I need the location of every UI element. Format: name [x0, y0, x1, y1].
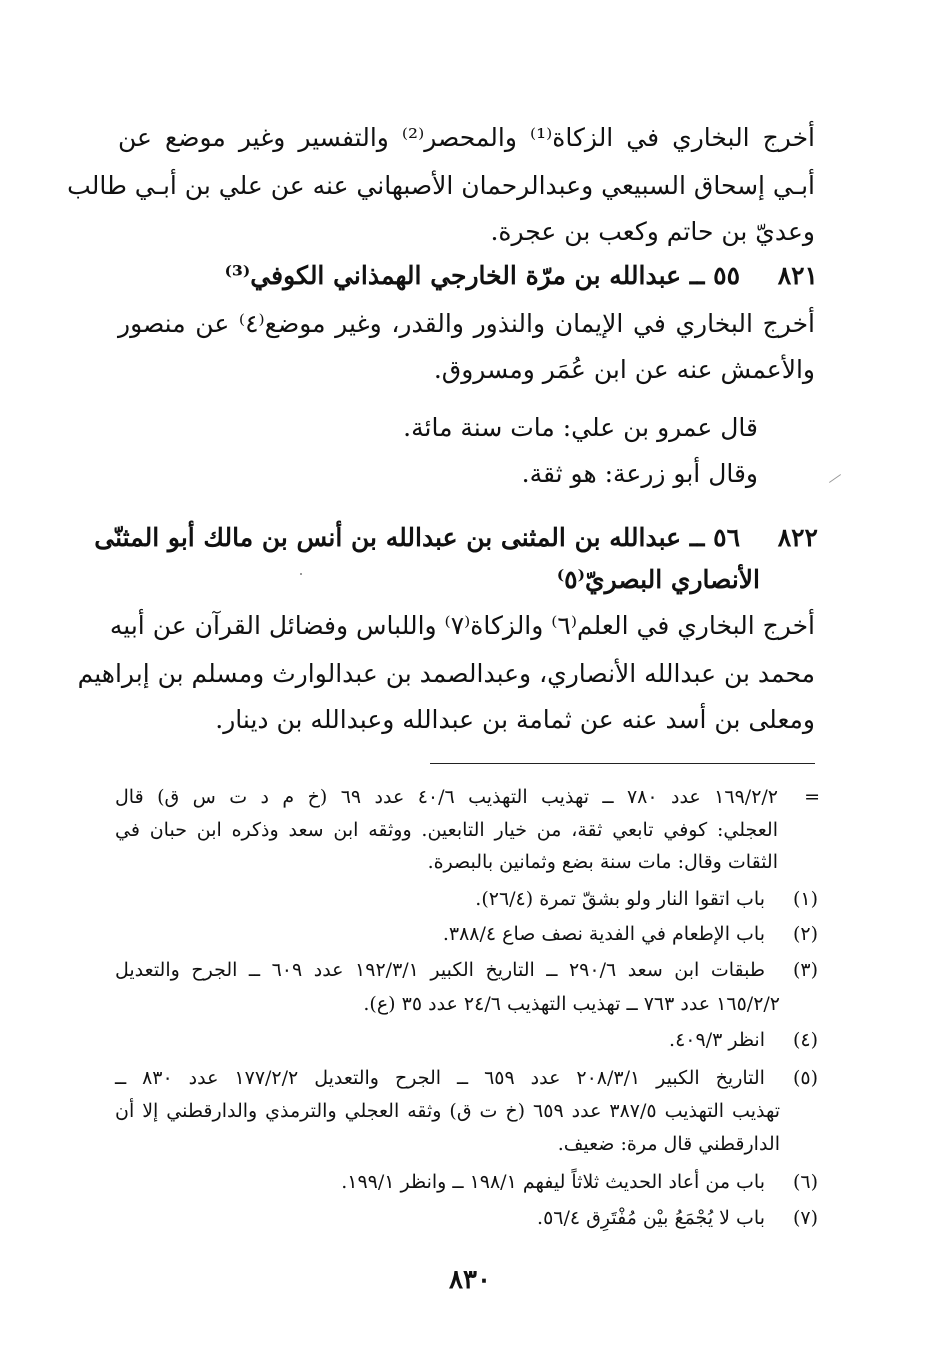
footnote-number: (٤) [792, 1029, 818, 1051]
footnote-number: (٢) [792, 923, 818, 945]
footnote-line: ١٦٩/٢/٢ عدد ٧٨٠ ــ تهذيب التهذيب ٤٠/٦ عدد ٦٩ (خ م د ت س ق) قال [115, 786, 778, 808]
body-line: أخرج البخاري في الزكاة⁽¹⁾ والمحصر⁽²⁾ والتفسير وغير موضع عن [118, 123, 815, 152]
entry-heading: الأنصاري البصريّ⁽٥⁾ [556, 565, 760, 594]
body-line: ومعلى بن أسد عنه عن ثمامة بن عبدالله وعبدالله بن دينار. [215, 705, 815, 734]
footnote-rule [430, 763, 815, 764]
page-number: ٨٣٠ [449, 1265, 491, 1295]
footnote-number: (٥) [792, 1067, 818, 1089]
footnote-number: (١) [792, 888, 818, 910]
footnote-number: (٣) [792, 959, 818, 981]
entry-heading: ٥٦ ــ عبدالله بن المثنى بن عبدالله بن أنس بن مالك أبو المثنّى [94, 523, 740, 552]
scan-mark [300, 573, 302, 575]
body-line: أخرج البخاري في العلم⁽٦⁾ والزكاة⁽٧⁾ واللباس وفضائل القرآن عن أبيه [109, 611, 815, 640]
footnote-number: (٦) [792, 1171, 818, 1193]
footnote-line: انظر ٤٠٩/٣. [669, 1029, 765, 1051]
scan-mark [829, 474, 841, 483]
quote-line: قال عمرو بن علي: مات سنة مائة. [403, 413, 758, 442]
entry-heading: ٥٥ ــ عبدالله بن مرّة الخارجي الهمذاني الكوفي⁽³⁾ [224, 261, 740, 290]
body-line: والأعمش عنه عن ابن عُمَر ومسروق. [433, 355, 815, 384]
footnote-line: باب لا يُجْمَعُ بيْن مُفْتَرِق ٥٦/٤. [537, 1207, 765, 1229]
footnote-line: باب من أعاد الحديث ثلاثاً ليفهم ١٩٨/١ ــ وانظر ١٩٩/١. [341, 1171, 765, 1193]
body-line: وعديّ بن حاتم وكعب بن عجرة. [490, 217, 815, 246]
footnote-continuation-marker: = [804, 786, 820, 808]
body-line: أبـي إسحاق السبيعي وعبدالرحمان الأصبهاني عنه عن علي بن أبـي طالب [67, 171, 815, 200]
footnote-line: تهذيب التهذيب ٣٨٧/٥ عدد ٦٥٩ (خ ت ق) وثقه العجلي والترمذي والدارقطني إلا أن [115, 1100, 780, 1122]
footnote-line: طبقات ابن سعد ٢٩٠/٦ ــ التاريخ الكبير ١٩٢/٣/١ عدد ٦٠٩ ــ الجرح والتعديل [115, 959, 765, 981]
footnote-line: العجلي: كوفي تابعي ثقة، من خيار التابعين. ووثقه ابن سعد وذكره ابن حبان في [115, 819, 778, 841]
footnote-line: ١٦٥/٢/٢ عدد ٧٦٣ ــ تهذيب التهذيب ٢٤/٦ عدد ٣٥ (ع). [363, 993, 780, 1015]
footnote-number: (٧) [792, 1207, 818, 1229]
entry-number: ٨٢١ [777, 261, 818, 290]
quote-line: وقال أبو زرعة: هو ثقة. [521, 459, 758, 488]
footnote-line: باب الإطعام في الفدية نصف صاع ٣٨٨/٤. [442, 923, 765, 945]
body-line: أخرج البخاري في الإيمان والنذور والقدر، وغير موضع⁽٤⁾ عن منصور [118, 309, 815, 338]
entry-number: ٨٢٢ [777, 523, 818, 552]
body-line: محمد بن عبدالله الأنصاري، وعبدالصمد بن عبدالوارث ومسلم بن إبراهيم [77, 659, 815, 688]
footnote-line: الدارقطني قال مرة: ضعيف. [557, 1133, 780, 1155]
footnote-line: الثقات وقال: مات سنة بضع وثمانين بالبصرة. [427, 851, 778, 873]
footnote-line: التاريخ الكبير ٢٠٨/٣/١ عدد ٦٥٩ ــ الجرح والتعديل ١٧٧/٢/٢ عدد ٨٣٠ ــ [115, 1067, 765, 1089]
footnote-line: باب اتقوا النار ولو بشقّ تمرة (٢٦/٤). [475, 888, 765, 910]
